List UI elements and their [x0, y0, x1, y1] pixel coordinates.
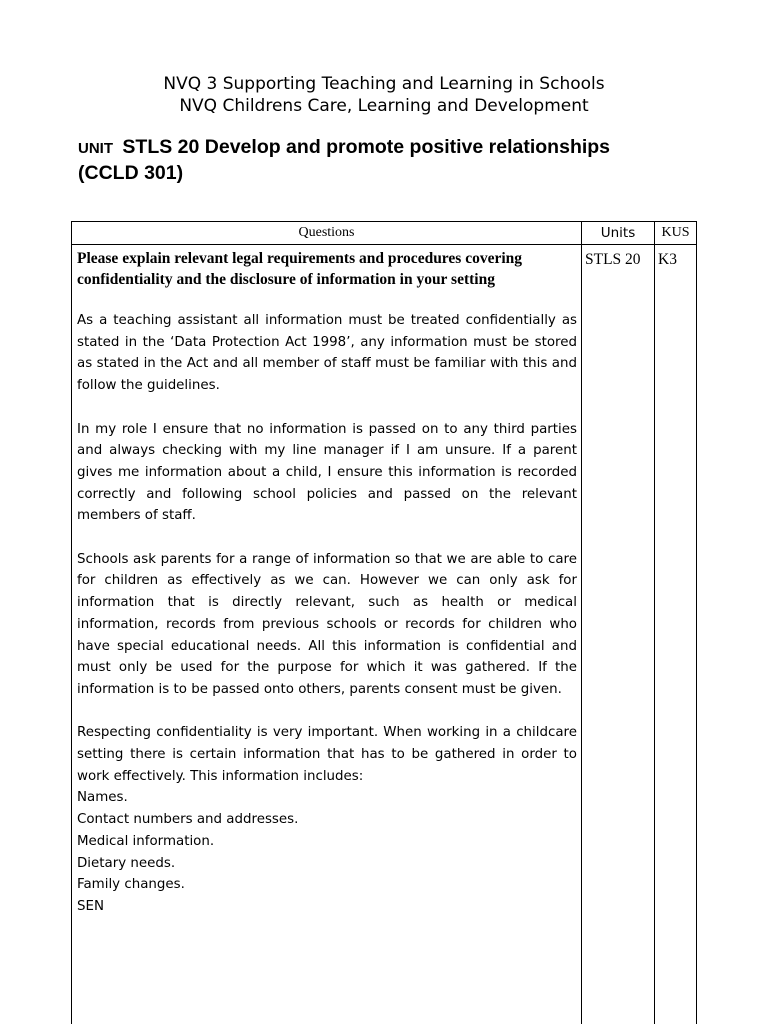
header-kus: KUS [655, 222, 697, 245]
kus-cell: K3 [655, 245, 697, 1024]
list-item: Dietary needs. [77, 855, 176, 871]
answer-paragraph: In my role I ensure that no information is passed on to any third parties and always checking with my line manager if I am unsure. If a parent gives me information about a child, I ensure this information is recorded correctly and following school policies and passed on the relevant members of staff. [77, 421, 577, 524]
course-title-line-2: NVQ Childrens Care, Learning and Development [179, 96, 589, 116]
unit-cell: STLS 20 [582, 245, 655, 1024]
table-header-row [72, 222, 697, 245]
list-item: Contact numbers and addresses. [77, 812, 299, 828]
questions-table [71, 221, 697, 1024]
answer-paragraph: Respecting confidentiality is very important. When working in a childcare setting there is certain information that has to be gathered in order to work effectively. This information includes: [77, 725, 577, 784]
header-units: Units [582, 222, 655, 245]
unit-prefix: UNIT [78, 140, 113, 157]
answer-paragraph: Schools ask parents for a range of information so that we are able to care for children as effectively as we can. However we can only ask for information that is directly relevant, such as health or medical information, records from previous schools or records for children who have special educational needs. All this information is confidential and must only be used for the purpose for which it was gathered. If the information is to be passed onto others, parents consent must be given. [77, 551, 577, 697]
header-questions: Questions [72, 222, 582, 245]
table-row [72, 245, 697, 1024]
list-item: SEN [77, 898, 104, 914]
question-text: Please explain relevant legal requirements and procedures covering confidentiality and the disclosure of information in your setting [77, 250, 523, 288]
list-item: Names. [77, 790, 128, 806]
unit-code: (CCLD 301) [78, 162, 184, 184]
question-cell [72, 245, 582, 1024]
unit-title [78, 135, 718, 185]
unit-name: STLS 20 Develop and promote positive relationships [122, 136, 611, 158]
list-item: Family changes. [77, 877, 185, 893]
course-title-line-1: NVQ 3 Supporting Teaching and Learning in Schools [163, 74, 605, 94]
answer-paragraph: As a teaching assistant all information must be treated confidentially as stated in the ‘Data Protection Act 1998’, any information must be stored as stated in the Act and all member of staff must be familiar with this and follow the guidelines. [77, 313, 577, 394]
list-item: Medical information. [77, 833, 215, 849]
